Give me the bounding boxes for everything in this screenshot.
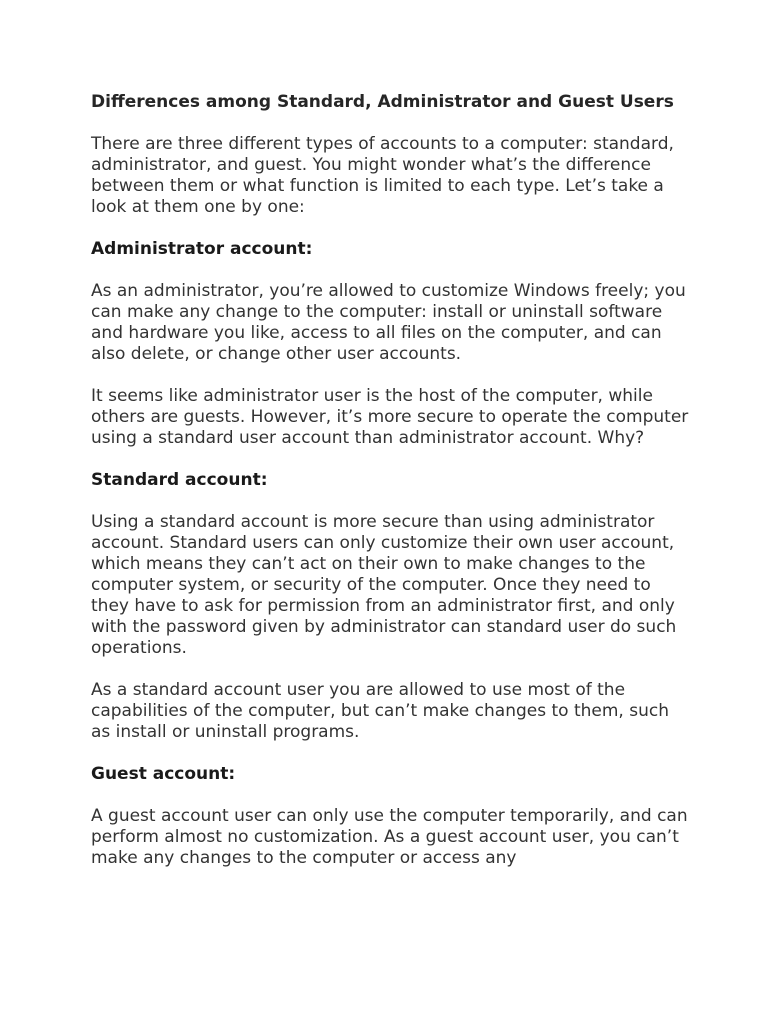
document-title: Differences among Standard, Administrator and Guest Users (91, 92, 674, 112)
document-page (91, 92, 691, 890)
standard-heading: Standard account: (91, 470, 268, 490)
administrator-paragraph-1: As an administrator, you’re allowed to customize Windows freely; you can make any change to the computer: install or uninstall software and hardware you like, access to all files on the computer, and can also delete, or change other user accounts. (91, 281, 686, 364)
standard-paragraph-2: As a standard account user you are allowed to use most of the capabilities of the computer, but can’t make changes to them, such as install or uninstall programs. (91, 680, 669, 742)
administrator-paragraph-2: It seems like administrator user is the host of the computer, while others are guests. However, it’s more secure to operate the computer using a standard user account than administrator account. Why? (91, 386, 689, 448)
intro-paragraph: There are three different types of accounts to a computer: standard, administrator, and guest. You might wonder what’s the difference between them or what function is limited to each type. Let’s take a look at them one by one: (91, 134, 674, 217)
standard-paragraph-1: Using a standard account is more secure than using administrator account. Standard users can only customize their own user account, which means they can’t act on their own to make changes to the computer system, or security of the computer. Once they need to they have to ask for permission from an administrator first, and only with the password given by administrator can standard user do such operations. (91, 512, 677, 658)
guest-heading: Guest account: (91, 764, 236, 784)
guest-paragraph-1: A guest account user can only use the computer temporarily, and can perform almost no customization. As a guest account user, you can’t make any changes to the computer or access any (91, 806, 688, 868)
administrator-heading: Administrator account: (91, 239, 313, 259)
